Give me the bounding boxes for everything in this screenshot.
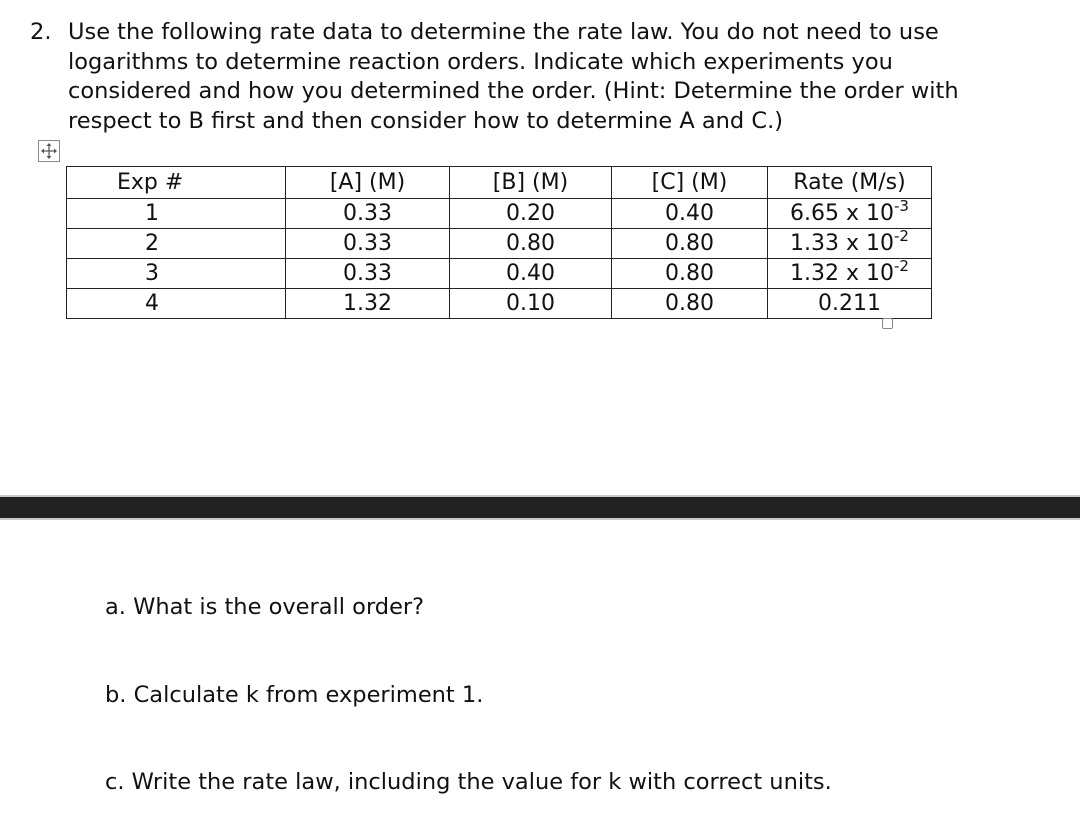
question-line-3: considered and how you determined the order. (Hint: Determine the order with [68,78,959,104]
header-rate: Rate (M/s) [768,167,932,199]
question-line-4: respect to B first and then consider how to determine A and C.) [68,107,784,134]
table-resize-handle[interactable] [882,318,893,329]
rate-base: 6.65 x 10 [790,201,894,226]
cell-exp: 3 [67,259,286,289]
table-row [67,289,932,319]
table-move-handle[interactable] [38,140,60,162]
rate-data-table [66,166,932,319]
rate-base: 1.33 x 10 [790,231,894,256]
question-2 [30,18,1060,136]
cell-c: 0.80 [612,289,768,319]
table-row [67,259,932,289]
cell-exp: 1 [67,199,286,229]
question-number: 2. [30,19,52,45]
question-line-1: Use the following rate data to determine the rate law. You do not need to use [68,19,939,45]
rate-base: 0.211 [818,291,881,316]
header-a: [A] (M) [286,167,450,199]
cell-b: 0.20 [450,199,612,229]
cell-c: 0.40 [612,199,768,229]
rate-exponent: -3 [894,197,909,215]
header-b: [B] (M) [450,167,612,199]
cell-exp: 2 [67,229,286,259]
cell-c: 0.80 [612,229,768,259]
question-line-2: logarithms to determine reaction orders. Indicate which experiments you [68,48,893,75]
cell-a: 0.33 [286,229,450,259]
rate-exponent: -2 [894,227,909,245]
cell-c: 0.80 [612,259,768,289]
part-a-question: a. What is the overall order? [105,594,425,620]
cell-b: 0.80 [450,229,612,259]
cell-rate [768,199,932,229]
rate-base: 1.32 x 10 [790,261,894,286]
header-exp: Exp # [67,167,286,199]
cell-a: 0.33 [286,259,450,289]
cell-rate [768,259,932,289]
rate-exponent: -2 [894,257,909,275]
cell-a: 0.33 [286,199,450,229]
part-b-question: b. Calculate k from experiment 1. [105,682,484,708]
table-row [67,229,932,259]
cell-a: 1.32 [286,289,450,319]
cell-rate [768,229,932,259]
move-arrows-icon [39,141,59,161]
table-header-row [67,167,932,199]
page-divider [0,495,1080,520]
cell-b: 0.10 [450,289,612,319]
table-row [67,199,932,229]
cell-rate [768,289,932,319]
cell-exp: 4 [67,289,286,319]
part-c-question: c. Write the rate law, including the value for k with correct units. [105,769,832,795]
cell-b: 0.40 [450,259,612,289]
header-c: [C] (M) [612,167,768,199]
